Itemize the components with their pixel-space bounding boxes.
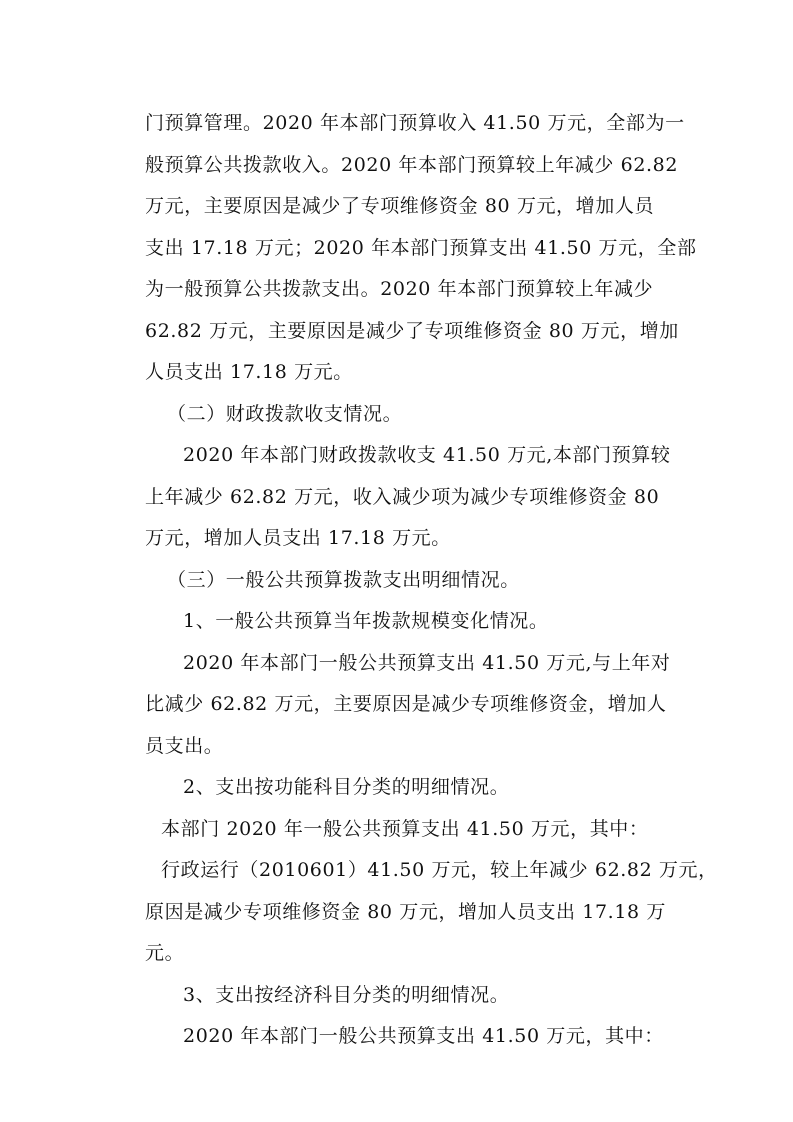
paragraph-line: 2020 年本部门一般公共预算支出 41.50 万元，其中： (183, 1025, 664, 1047)
paragraph-line: 本部门 2020 年一般公共预算支出 41.50 万元，其中： (161, 817, 649, 840)
paragraph-line: 支出 17.18 万元；2020 年本部门预算支出 41.50 万元，全部 (145, 236, 697, 259)
paragraph-line: 万元，主要原因是减少了专项维修资金 80 万元，增加人员 (145, 195, 655, 217)
paragraph-line: 般预算公共拨款收入。2020 年本部门预算较上年减少 62.82 (145, 153, 679, 176)
subsection-heading: 3、支出按经济科目分类的明细情况。 (183, 983, 510, 1006)
paragraph-line: 2020 年本部门一般公共预算支出 41.50 万元,与上年对 (183, 651, 671, 674)
paragraph-line: 员支出。 (145, 734, 224, 757)
paragraph-line: 行政运行（2010601）41.50 万元，较上年减少 62.82 万元， (161, 859, 718, 881)
paragraph-line: 上年减少 62.82 万元，收入减少项为减少专项维修资金 80 (145, 485, 660, 508)
document-body (145, 103, 718, 1058)
section-heading: （三）一般公共预算拨款支出明细情况。 (167, 568, 520, 591)
section-heading: （二）财政拨款收支情况。 (167, 402, 403, 425)
paragraph-line: 人员支出 17.18 万元。 (145, 361, 353, 383)
paragraph-line: 2020 年本部门财政拨款收支 41.50 万元,本部门预算较 (183, 444, 671, 466)
paragraph-line: 万元，增加人员支出 17.18 万元。 (145, 527, 451, 549)
paragraph-line: 门预算管理。2020 年本部门预算收入 41.50 万元，全部为一 (145, 112, 685, 134)
subsection-heading: 2、支出按功能科目分类的明细情况。 (183, 776, 510, 798)
paragraph-line: 62.82 万元，主要原因是减少了专项维修资金 80 万元，增加 (145, 319, 679, 342)
paragraph-line: 元。 (145, 942, 185, 964)
paragraph-line: 比减少 62.82 万元，主要原因是减少专项维修资金，增加人 (145, 693, 667, 715)
paragraph-line: 原因是减少专项维修资金 80 万元，增加人员支出 17.18 万 (145, 900, 666, 923)
subsection-heading: 1、一般公共预算当年拨款规模变化情况。 (183, 610, 549, 632)
paragraph-line: 为一般预算公共拨款支出。2020 年本部门预算较上年减少 (145, 278, 654, 300)
